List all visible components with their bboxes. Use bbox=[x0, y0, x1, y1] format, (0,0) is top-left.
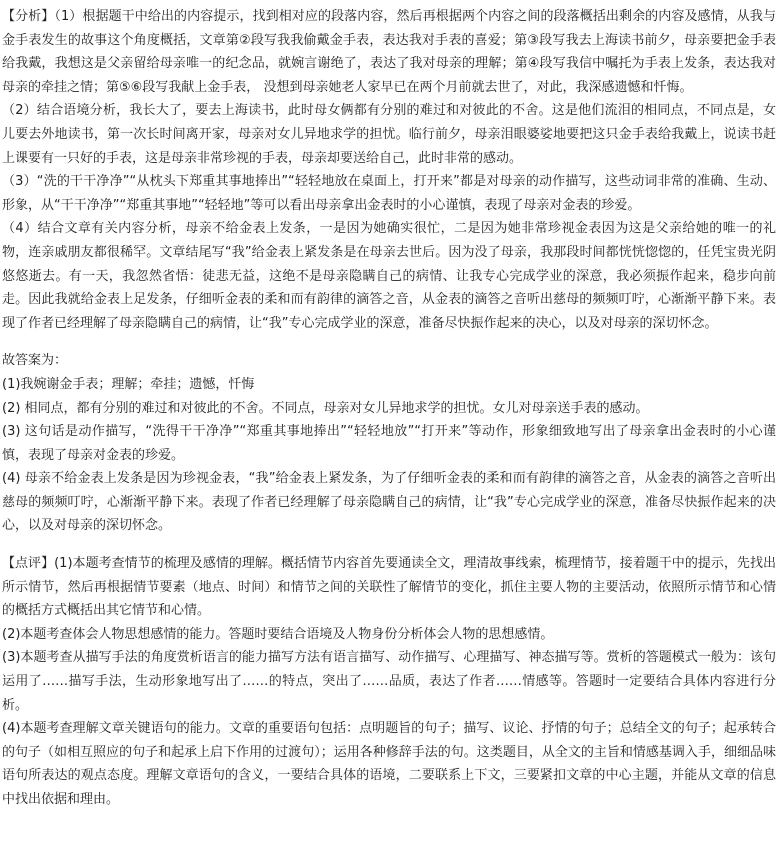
section-spacer bbox=[2, 335, 776, 349]
answer-item-3: (3) 这句话是动作描写，“洗得干干净净”“郑重其事地捧出”“轻轻地放”“打开来”等动作，形象细致地写出了母亲拿出金表时的小心谨慎，表现了母亲对金表的珍爱。 bbox=[2, 424, 776, 463]
analysis-label: 【分析】 bbox=[2, 9, 55, 24]
comment-paragraph-4: (4)本题考查理解文章关键语句的能力。文章的重要语句包括：点明题旨的句子；描写、议论、抒情的句子；总结全文的句子；起承转合的句子（如相互照应的句子和起承上启下作用的过渡句）；运用各种修辞手法的句。这类题目，从全文的主旨和情感基调入手，细细品味语句所表达的观点态度。理解文章语句的含义，一要结合具体的语境，二要联系上下文，三要紧扣文章的中心主题，并能从文章的信息中找出依据和理由。 bbox=[2, 721, 776, 807]
section-spacer bbox=[2, 538, 776, 552]
comment-text-1: (1)本题考查情节的梳理及感情的理解。概括情节内容首先要通读全文，理清故事线索，梳理情节，接着题干中的提示，先找出所示情节，然后再根据情节要素（地点、时间）和情节之间的关联性了解情节的变化，抓住主要人物的主要活动，依照所示情节和心情的概括方式概括出其它情节和心情。 bbox=[2, 556, 776, 619]
answer-item-1: (1)我婉谢金手表；理解；牵挂；遗憾，忏悔 bbox=[2, 376, 255, 392]
analysis-paragraph-3: （3）“洗的干干净净”“从枕头下郑重其事地捧出”“轻轻地放在桌面上，打开来”都是对母亲的动作描写，这些动词非常的准确、生动、形象，从“干干净净”“郑重其事地”“轻轻地”等可以看出母亲拿出金表时的小心谨慎，表现了母亲对金表的珍爱。 bbox=[2, 174, 776, 213]
comment-paragraph-1 bbox=[2, 552, 776, 623]
answer-item-2: (2) 相同点，都有分别的难过和对彼此的不舍。不同点，母亲对女儿异地求学的担忧。女儿对母亲送手表的感动。 bbox=[2, 400, 649, 416]
analysis-text-1: （1）根据题干中给出的内容提示，找到相对应的段落内容，然后再根据两个内容之间的段落概括出剩余的内容及感情，从我与金手表发生的故事这个角度概括，文章第②段写我我偷戴金手表，表达我对手表的喜爱；第③段写我去上海读书前夕，母亲要把金手表给我戴，我想这是父亲留给母亲唯一的纪念品，就婉言谢绝了，表达了我对母亲的理解；第④段写我信中嘱托为手表上发条，表达我对母亲的牵挂之情；第⑤⑥段写我献上金手表， 没想到母亲她老人家早已在两个月前就去世了，对此，我深感遗憾和忏悔。 bbox=[2, 9, 776, 95]
comment-label: 【点评】 bbox=[2, 556, 55, 572]
answer-item-4: (4) 母亲不给金表上发条是因为珍视金表，“我”给金表上紧发条，为了仔细听金表的柔和而有韵律的滴答之音，从金表的滴答之音听出慈母的频频叮咛，心渐渐平静下来。表现了作者已经理解了母亲隐瞒自己的病情，让“我”专心完成学业的深意，准备尽快振作起来的决心，以及对母亲的深切怀念。 bbox=[2, 471, 776, 534]
answer-label: 故答案为： bbox=[2, 353, 68, 369]
comment-paragraph-3: (3)本题考查从描写手法的角度赏析语言的能力描写方法有语言描写、动作描写、心理描写、神态描写等。赏析的答题模式一般为：该句运用了……描写手法，生动形象地写出了……的特点，突出了……品质，表达了作者……情感等。答题时一定要结合具体内容进行分析。 bbox=[2, 650, 776, 713]
analysis-section bbox=[2, 5, 776, 335]
analysis-paragraph-4: （4）结合文章有关内容分析，母亲不给金表上发条，一是因为她确实很忙，二是因为她非常珍视金表因为这是父亲给她的唯一的礼物，连亲戚朋友都很稀罕。文章结尾写“我”给金表上紧发条是在母亲去世后。因为没了母亲，我那段时间都恍恍惚惚的，任凭宝贵光阴悠悠逝去。有一天，我忽然省悟：徒悲无益，这绝不是母亲隐瞒自己的病情、让我专心完成学业的深意，我必须振作起来，稳步向前走。因此我就给金表上足发条，仔细听金表的柔和而有韵律的滴答之音，从金表的滴答之音听出慈母的频频叮咛，心渐渐平静下来。表现了作者已经理解了母亲隐瞒自己的病情，让“我”专心完成学业的深意，准备尽快振作起来的决心，以及对母亲的深切怀念。 bbox=[2, 221, 776, 331]
comment-paragraph-2: (2)本题考查体会人物思想感情的能力。答题时要结合语境及人物身份分析体会人物的思想感情。 bbox=[2, 626, 554, 642]
analysis-paragraph-1 bbox=[2, 5, 776, 99]
analysis-paragraph-2: （2）结合语境分析，我长大了，要去上海读书，此时母女俩都有分别的难过和对彼此的不舍。这是他们流泪的相同点，不同点是，女儿要去外地读书，第一次长时间离开家，母亲对女儿异地求学的担忧。临行前夕，母亲泪眼婆娑地要把这只金手表给我戴上，说读书赶上课要有一只好的手表，这是母亲非常珍视的手表，母亲却要送给自己，此时非常的感动。 bbox=[2, 103, 776, 166]
comment-section bbox=[2, 552, 776, 812]
solution-document bbox=[2, 5, 776, 812]
answer-section bbox=[2, 349, 776, 538]
